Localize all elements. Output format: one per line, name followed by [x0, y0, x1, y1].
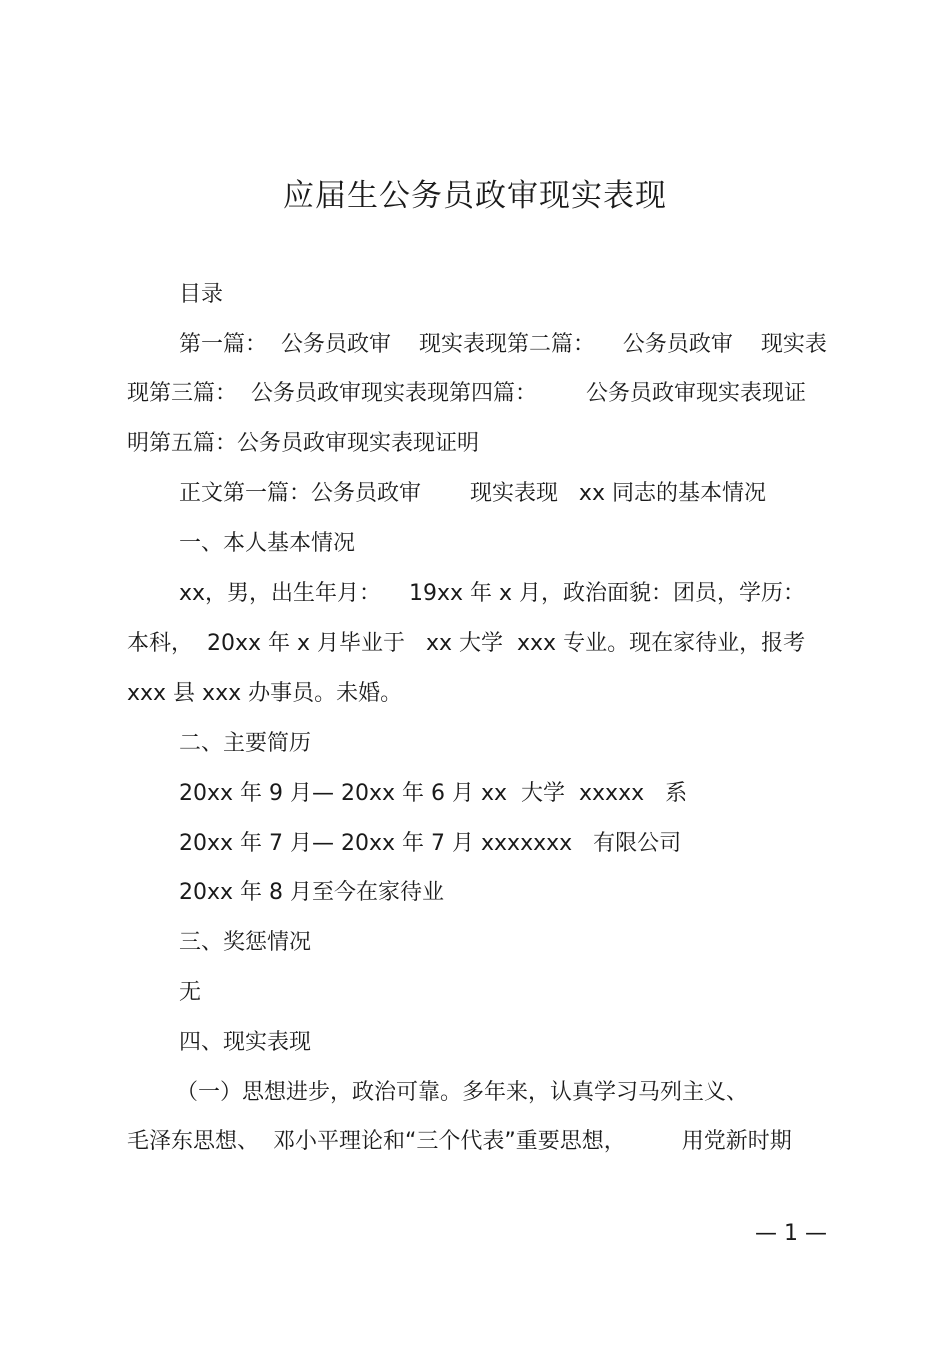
basic-info-line-3: xxx 县 xxx 办事员。未婚。 [127, 681, 403, 706]
document-title: 应届生公务员政审现实表现 [283, 178, 667, 214]
section-heading-resume: 二、主要简历 [179, 731, 312, 756]
performance-line-1: （一）思想进步，政治可靠。多年来，认真学习马列主义、 [176, 1080, 749, 1105]
resume-line-1: 20xx 年 9 月— 20xx 年 6 月 xx 大学 xxxxx 系 [179, 781, 688, 806]
toc-line-2: 现第三篇： 公务员政审现实表现第四篇： 公务员政审现实表现证 [127, 381, 806, 406]
awards-value: 无 [179, 980, 202, 1005]
toc-line-3: 明第五篇：公务员政审现实表现证明 [127, 431, 480, 456]
resume-line-3: 20xx 年 8 月至今在家待业 [179, 880, 445, 905]
performance-line-2: 毛泽东思想、 邓小平理论和“三个代表”重要思想， 用党新时期 [127, 1129, 792, 1154]
section-heading-performance: 四、现实表现 [179, 1030, 312, 1055]
basic-info-line-2: 本科， 20xx 年 x 月毕业于 xx 大学 xxx 专业。现在家待业，报考 [127, 631, 806, 656]
section-heading-awards: 三、奖惩情况 [179, 930, 312, 955]
toc-heading: 目录 [179, 282, 224, 307]
body-intro-line: 正文第一篇：公务员政审 现实表现 xx 同志的基本情况 [179, 481, 766, 506]
page-number: — 1 — [755, 1221, 827, 1246]
basic-info-line-1: xx，男，出生年月： 19xx 年 x 月，政治面貌：团员，学历： [179, 581, 806, 606]
resume-line-2: 20xx 年 7 月— 20xx 年 7 月 xxxxxxx 有限公司 [179, 831, 682, 856]
toc-line-1: 第一篇： 公务员政审 现实表现第二篇： 公务员政审 现实表 [179, 332, 827, 357]
section-heading-basic-info: 一、本人基本情况 [179, 531, 356, 556]
